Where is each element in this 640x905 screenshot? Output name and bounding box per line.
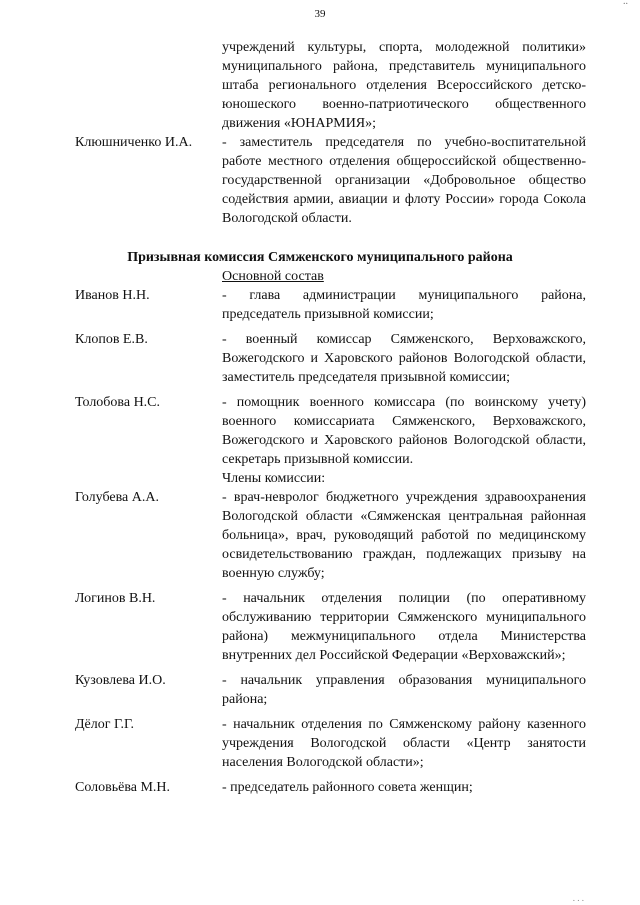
page-corner-mark: .. xyxy=(623,0,628,7)
list-item xyxy=(0,330,640,387)
list-item xyxy=(0,488,640,583)
continuation-text: учреждений культуры, спорта, молодежной политики» муниципального района, представитель муниципального штаба регионального отделения Всероссийского детско-юношеского военно-патриотического общественного движения «ЮНАРМИЯ»; xyxy=(222,40,586,131)
members-label: Члены комиссии: xyxy=(222,471,326,486)
person-name: Голубева А.А. xyxy=(75,490,159,505)
person-name: Логинов В.Н. xyxy=(75,591,156,606)
main-composition-label: Основной состав xyxy=(222,269,324,284)
list-item xyxy=(0,133,640,228)
person-role: - начальник отделения по Сямженскому району казенного учреждения Вологодской области «Центр занятости населения Вологодской области»; xyxy=(222,717,586,770)
document-body xyxy=(0,38,640,797)
person-name: Клюшниченко И.А. xyxy=(75,135,193,150)
list-item xyxy=(0,671,640,709)
list-item xyxy=(0,589,640,665)
person-role: - председатель районного совета женщин; xyxy=(222,780,473,795)
person-role: - заместитель председателя по учебно-воспитательной работе местного отделения общероссийской общественно-государственной организации «Добровольное общество содействия армии, авиации и флоту России» города Сокола Вологодской области. xyxy=(222,135,586,226)
person-name: Иванов Н.Н. xyxy=(75,288,150,303)
section-title: Призывная комиссия Сямженского муниципального района xyxy=(127,250,513,265)
person-role: - военный комиссар Сямженского, Верховажского, Вожегодского и Харовского районов Вологодской области, заместитель председателя призывной комиссии; xyxy=(222,332,586,385)
person-role: - начальник управления образования муниципального района; xyxy=(222,673,586,707)
person-name: Клопов Е.В. xyxy=(75,332,148,347)
page-corner-mark: . . . xyxy=(572,893,584,903)
person-role: - врач-невролог бюджетного учреждения здравоохранения Вологодской области «Сямженская центральная районная больница», врач, руководящий работой по медицинскому освидетельствованию граждан, подлежащих призыву на военную службу; xyxy=(222,490,586,581)
list-item xyxy=(0,286,640,324)
list-item xyxy=(0,715,640,772)
list-item xyxy=(0,393,640,469)
person-name: Дёлог Г.Г. xyxy=(75,717,135,732)
person-name: Толобова Н.С. xyxy=(75,395,161,410)
person-name: Кузовлева И.О. xyxy=(75,673,166,688)
person-role: - начальник отделения полиции (по оперативному обслуживанию территории Сямженского муниципального района) межмуниципального отдела Министерства внутренних дел Российской Федерации «Верховажский»; xyxy=(222,591,586,663)
person-role: - глава администрации муниципального района, председатель призывной комиссии; xyxy=(222,288,586,322)
person-role: - помощник военного комиссара (по воинскому учету) военного комиссариата Сямженского, Верховажского, Вожегодского и Харовского районов Вологодской области, секретарь призывной комиссии. xyxy=(222,395,586,467)
person-name: Соловьёва М.Н. xyxy=(75,780,171,795)
page-number: 39 xyxy=(314,8,326,20)
list-item xyxy=(0,778,640,797)
